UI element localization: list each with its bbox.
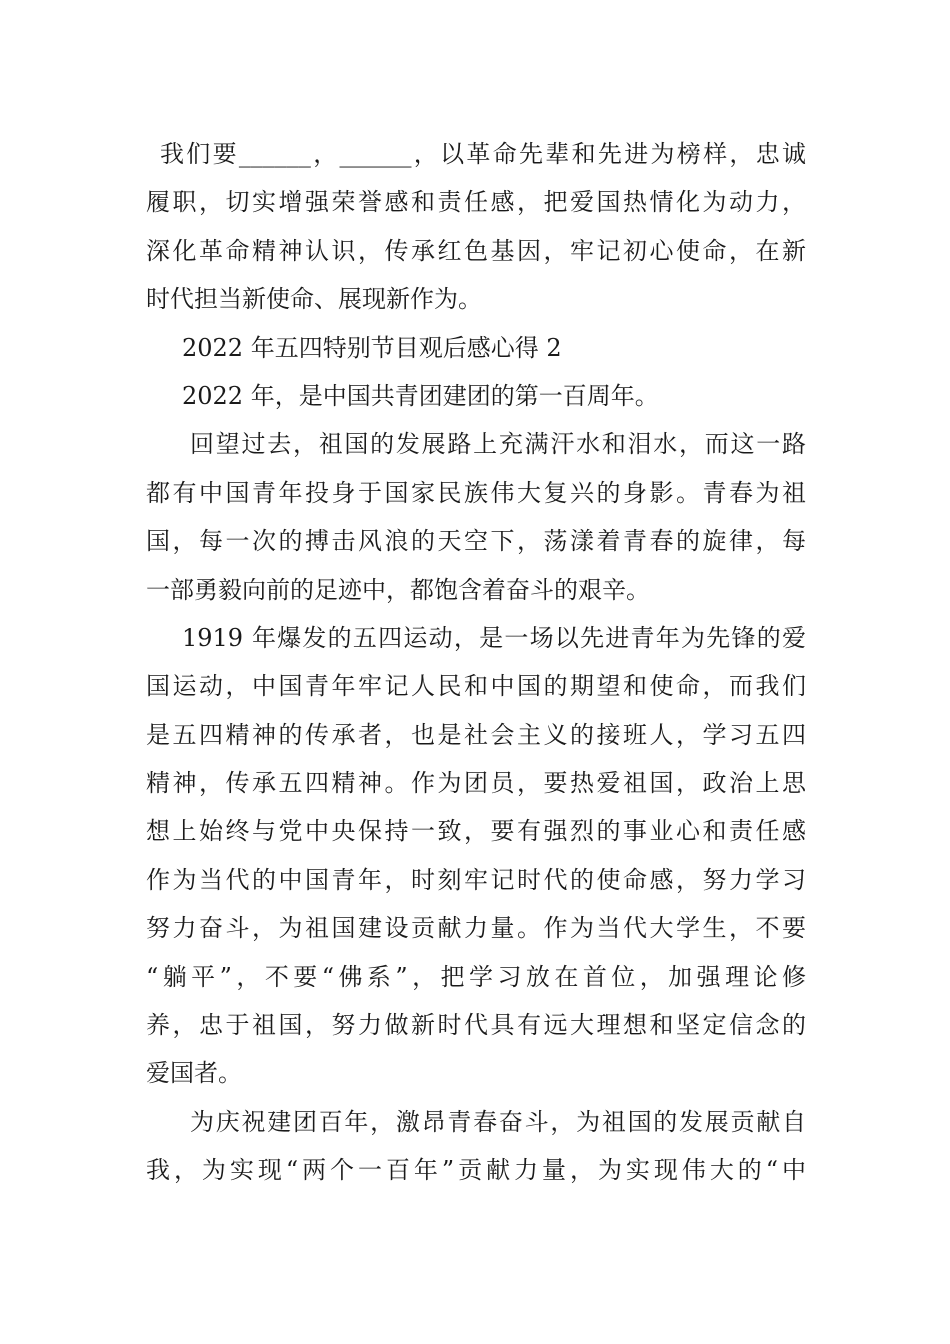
text-line: 国运动，中国青年牢记人民和中国的期望和使命，而我们 xyxy=(146,672,806,701)
text-line: 我，为实现“两个一百年”贡献力量，为实现伟大的“中 xyxy=(146,1156,806,1185)
section-heading: 2022 年五四特别节目观后感心得 2 xyxy=(182,333,562,362)
text-line: 养，忠于祖国，努力做新时代具有远大理想和坚定信念的 xyxy=(146,1011,806,1040)
text-line: 1919 年爆发的五四运动，是一场以先进青年为先锋的爱 xyxy=(182,623,806,652)
text-line: 努力奋斗，为祖国建设贡献力量。作为当代大学生，不要 xyxy=(146,914,806,943)
text-line: 都有中国青年投身于国家民族伟大复兴的身影。青春为祖 xyxy=(146,478,806,507)
text-line: 精神，传承五四精神。作为团员，要热爱祖国，政治上思 xyxy=(146,769,806,798)
text-line: 回望过去，祖国的发展路上充满汗水和泪水，而这一路 xyxy=(190,430,806,459)
document-page xyxy=(146,130,806,1195)
text-line: 爱国者。 xyxy=(146,1059,242,1088)
text-line: 国，每一次的搏击风浪的天空下，荡漾着青春的旋律，每 xyxy=(146,527,806,556)
text-line: 2022 年，是中国共青团建团的第一百周年。 xyxy=(182,381,659,410)
text-line: 我们要______，______，以革命先辈和先进为榜样，忠诚 xyxy=(160,140,806,168)
text-line: 履职，切实增强荣誉感和责任感，把爱国热情化为动力， xyxy=(146,188,806,217)
text-line: 想上始终与党中央保持一致，要有强烈的事业心和责任感 xyxy=(146,817,806,846)
text-line: 一部勇毅向前的足迹中，都饱含着奋斗的艰辛。 xyxy=(146,575,650,604)
text-line: 深化革命精神认识，传承红色基因，牢记初心使命，在新 xyxy=(146,236,806,265)
text-line: 为庆祝建团百年，激昂青春奋斗，为祖国的发展贡献自 xyxy=(190,1107,806,1136)
text-line: 是五四精神的传承者，也是社会主义的接班人，学习五四 xyxy=(146,720,806,749)
text-line: “躺平”，不要“佛系”，把学习放在首位，加强理论修 xyxy=(146,962,806,991)
text-line: 时代担当新使命、展现新作为。 xyxy=(146,285,482,314)
text-line: 作为当代的中国青年，时刻牢记时代的使命感，努力学习 xyxy=(146,865,806,894)
